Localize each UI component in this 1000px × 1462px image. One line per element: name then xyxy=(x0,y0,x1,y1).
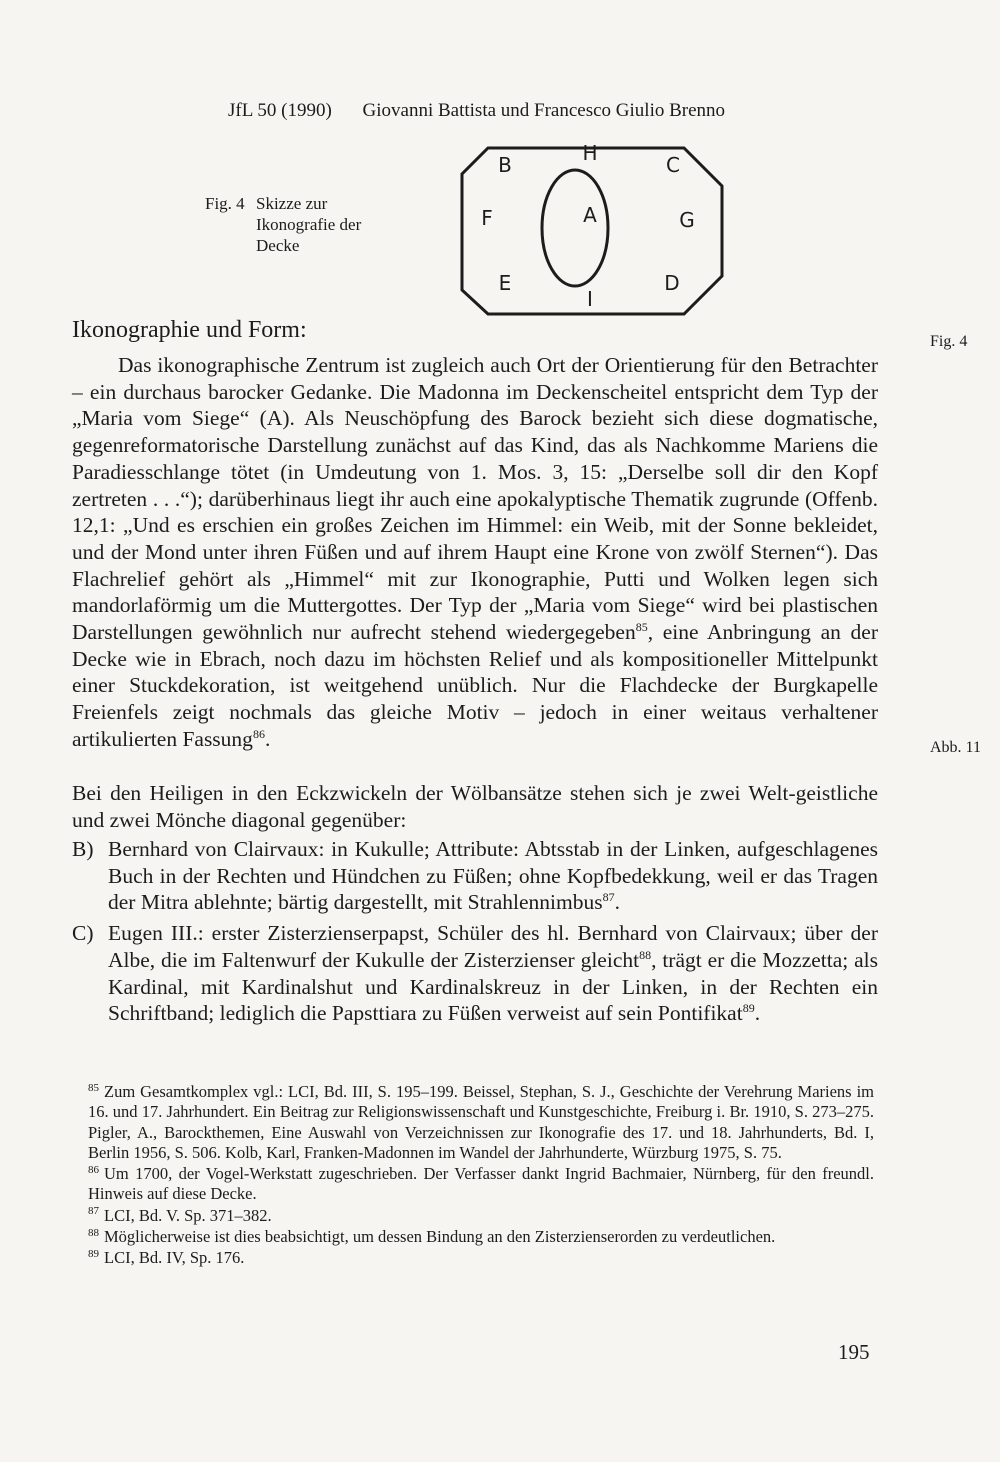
footnote xyxy=(88,1164,874,1205)
footnote-ref[interactable]: 88 xyxy=(639,947,652,962)
ceiling-sketch-figure xyxy=(440,140,730,322)
list-item xyxy=(72,836,878,916)
footnote-ref[interactable]: 85 xyxy=(635,619,648,634)
footnote-text: Um 1700, der Vogel-Werkstatt zugeschrieben. Der Verfasser dankt Ingrid Bachmaier, Nürnberg, für den freundl. Hinweis auf diese Decke. xyxy=(88,1164,874,1204)
footnote-text: LCI, Bd. IV, Sp. 176. xyxy=(104,1248,245,1268)
footnote-text: Möglicherweise ist dies beabsichtigt, um dessen Bindung an den Zisterzienserorden zu verdeutlichen. xyxy=(104,1227,776,1247)
footnote xyxy=(88,1248,874,1268)
footnote-ref[interactable]: 86 xyxy=(252,726,265,741)
label-f: F xyxy=(481,206,493,230)
saints-list xyxy=(72,836,878,1031)
list-marker: C) xyxy=(72,921,94,946)
article-title: Giovanni Battista und Francesco Giulio Brenno xyxy=(362,100,726,121)
page-number: 195 xyxy=(838,1340,870,1364)
margin-note-fig: Fig. 4 xyxy=(930,333,968,350)
footnote-number: 87 xyxy=(88,1205,99,1218)
footnote-ref[interactable]: 87 xyxy=(602,890,615,905)
list-marker: B) xyxy=(72,837,94,861)
running-head xyxy=(228,100,725,122)
footnote-number: 88 xyxy=(88,1226,99,1239)
paragraph-saints: Bei den Heiligen in den Eckzwickeln der Wölbansätze stehen sich je zwei Welt-geistliche und zwei Mönche diagonal gegenüber: xyxy=(72,781,878,832)
label-e: E xyxy=(498,271,512,295)
list-item xyxy=(72,920,878,1027)
list-item-text: Bernhard von Clairvaux: in Kukulle; Attribute: Abtsstab in der Linken, aufgeschlagenes Buch in der Rechten und Hündchen zu Füßen; ohne Kopfbedekkung, weil er das Tragen der Mitra ablehnte; bärtig dargestellt, mit Strahlennimbus xyxy=(108,837,878,915)
footnote-number: 89 xyxy=(88,1247,99,1260)
figure-label: Fig. 4 xyxy=(205,194,245,213)
paragraph-text: , eine Anbringung an der Decke wie in Ebrach, noch dazu im höchsten Relief und als kompositioneller Mittelpunkt einer Stuckdekoration, ist weitgehend unüblich. Nur die Flachdecke der Burgkapelle Freienfels zeigt nochmals das gleiche Motiv – jedoch in einer weitaus verhaltener artikulierten Fassung xyxy=(72,620,878,751)
label-g: G xyxy=(679,208,695,232)
footnote xyxy=(88,1082,874,1163)
journal-citation: JfL 50 (1990) xyxy=(228,100,332,121)
footnote-ref[interactable]: 89 xyxy=(742,1001,755,1016)
footnote xyxy=(88,1227,874,1247)
paragraph-iconography xyxy=(72,352,878,753)
label-b: B xyxy=(498,153,512,177)
paragraph-text: Das ikonographische Zentrum ist zugleich auch Ort der Orientierung für den Betrachter – ein durchaus barocker Gedanke. Die Madonna im Deckenscheitel entspricht dem Typ der „Maria vom Siege“ (A). Als Neuschöpfung des Barock bezieht sich diese dogmatische, gegenreformatorische Darstellung zunächst auf das Kind, das als Nachkomme Mariens die Paradiesschlange tötet (in Umdeutung von 1. Mos. 3, 15: „Derselbe soll dir den Kopf zertreten . . .“); darüberhinaus liegt ihr auch eine apokalyptische Thematik zugrunde (Offenb. 12,1: „Und es erschien ein großes Zeichen im Himmel: ein Weib, mit der Sonne bekleidet, und der Mond unter ihren Füßen und auf ihrem Haupt eine Krone von zwölf Sternen“). Das Flachrelief gehört als „Himmel“ mit zur Ikonographie, Putti und Wolken legen sich mandorlaförmig um die Muttergottes. Der Typ der „Maria vom Siege“ wird bei plastischen Darstellungen gewöhnlich nur aufrecht stehend wiedergegeben xyxy=(72,353,878,645)
paragraph-text: . xyxy=(264,726,271,751)
label-c: C xyxy=(666,153,680,177)
list-item-text: . xyxy=(614,890,620,915)
label-d: D xyxy=(664,271,680,295)
label-i: I xyxy=(587,287,593,311)
label-a: A xyxy=(583,203,597,227)
footnote xyxy=(88,1206,874,1226)
footnote-text: LCI, Bd. V. Sp. 371–382. xyxy=(104,1205,272,1225)
margin-note-abb: Abb. 11 xyxy=(930,739,981,756)
figure-caption-text: Skizze zur Ikonografie der Decke xyxy=(256,194,362,255)
list-item-text: . xyxy=(754,1001,761,1026)
footnote-number: 85 xyxy=(88,1081,99,1094)
footnotes xyxy=(88,1082,874,1270)
central-oval xyxy=(542,170,608,286)
list-item-text: Eugen III.: erster Zisterzienserpapst, Schüler des hl. Bernhard von Clairvaux; über der Albe, die im Faltenwurf der Kukulle der Zisterzienser gleicht xyxy=(108,921,878,972)
list-item-text: , trägt er die Mozzetta; als Kardinal, mit Kardinalshut und Kardinalskreuz in der Linken, in der Rechten ein Schriftband; lediglich die Papsttiara zu Füßen verweist auf sein Pontifikat xyxy=(108,947,878,1026)
label-h: H xyxy=(582,141,598,165)
footnote-number: 86 xyxy=(88,1163,99,1176)
section-heading: Ikonographie und Form: xyxy=(72,317,307,343)
footnote-text: Zum Gesamtkomplex vgl.: LCI, Bd. III, S. 195–199. Beissel, Stephan, S. J., Geschichte der Verehrung Mariens im 16. und 17. Jahrhundert. Ein Beitrag zur Religionswissenschaft und Kunstgeschichte, Freiburg i. Br. 1910, S. 273–275. Pigler, A., Barockthemen, Eine Auswahl von Verzeichnissen zur Ikonografie des 17. und 18. Jahrhunderts, Bd. I, Berlin 1956, S. 506. Kolb, Karl, Franken-Madonnen im Wandel der Jahrhunderte, Würzburg 1975, S. 75. xyxy=(88,1082,874,1162)
